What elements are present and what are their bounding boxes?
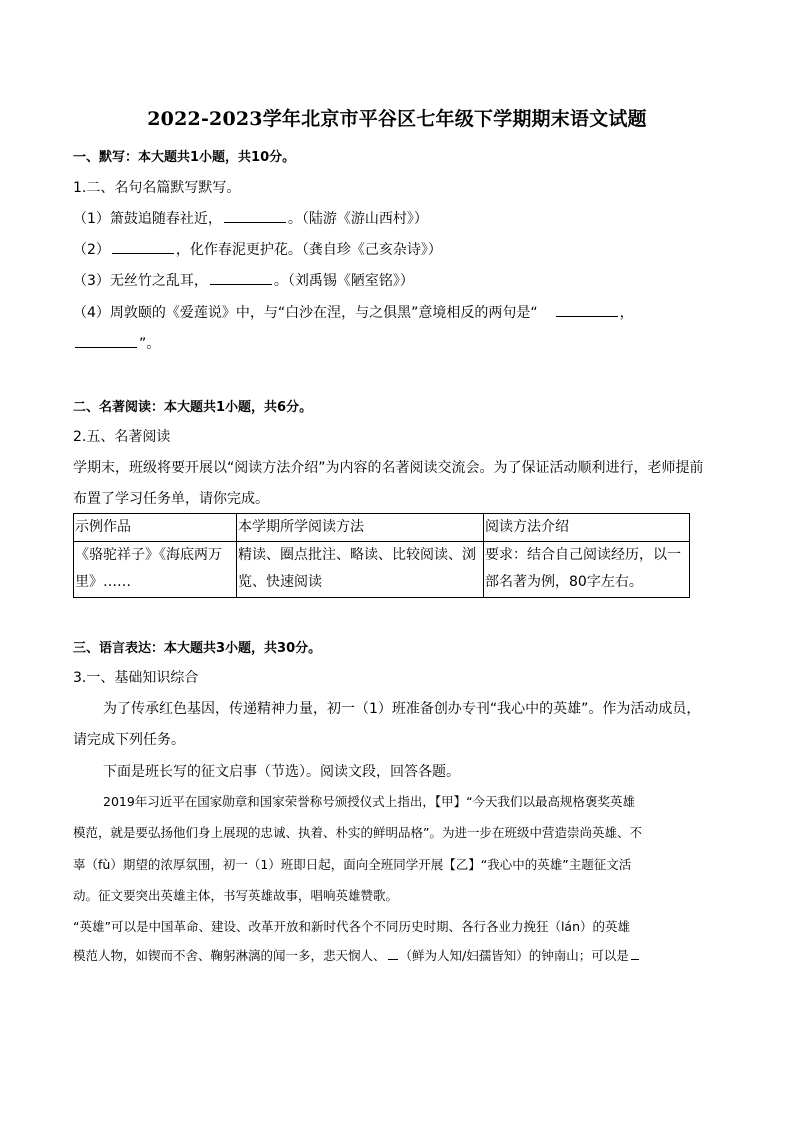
item-1-prefix: （1）箫鼓追随春社近， — [73, 211, 222, 227]
table-header-row — [74, 514, 690, 542]
answer-blank — [224, 221, 286, 223]
task-table — [73, 513, 690, 598]
question-3-para-1b: 请完成下列任务。 — [73, 732, 185, 748]
notice-line-5: “英雄”可以是中国革命、建设、改革开放和新时代各个不同历史时期、各行各业力挽狂（lán）的英雄 — [73, 919, 631, 934]
item-4-end: ”。 — [139, 336, 161, 352]
question-1-item-2 — [73, 239, 442, 259]
item-4-prefix: （4）周敦颐的《爱莲说》中，与“白沙在涅，与之俱黑”意境相反的两句是“ — [73, 305, 538, 321]
answer-blank — [75, 346, 137, 348]
table-cell-methods: 精读、圈点批注、略读、比较阅读、浏览、快速阅读 — [237, 542, 484, 598]
table-header-cell: 本学期所学阅读方法 — [237, 514, 484, 542]
page-title: 2022-2023学年北京市平谷区七年级下学期期末语文试题 — [147, 108, 647, 130]
answer-blank — [631, 958, 639, 960]
notice-line-3: 辜（fù）期望的浓厚氛围，初一（1）班即日起，面向全班同学开展【乙】“我心中的英雄”主题征文活 — [73, 857, 632, 872]
table-header-cell: 示例作品 — [74, 514, 237, 542]
notice-line-6 — [73, 946, 641, 964]
question-2-title: 2.五、名著阅读 — [73, 429, 171, 445]
item-4-comma: ， — [619, 305, 634, 321]
section-1-header: 一、默写：本大题共1小题，共10分。 — [73, 150, 296, 165]
section-2-header: 二、名著阅读：本大题共1小题，共6分。 — [73, 400, 313, 415]
item-2-suffix: ，化作春泥更护花。（龚自珍《己亥杂诗》） — [175, 242, 442, 258]
notice-line-2: 模范，就是要弘扬他们身上展现的忠诚、执着、朴实的鲜明品格”。为进一步在班级中营造崇尚英雄、不 — [73, 825, 642, 840]
question-3-para-1a: 为了传承红色基因，传递精神力量，初一（1）班准备创办专刊“我心中的英雄”。作为活动成员， — [103, 701, 701, 717]
question-1-item-4-cont — [73, 333, 160, 353]
question-1-item-3 — [73, 270, 414, 290]
notice-line-1: 2019年习近平在国家勋章和国家荣誉称号颁授仪式上指出，【甲】“今天我们以最高规格褒奖英雄 — [103, 794, 636, 809]
question-1-item-4 — [73, 302, 634, 322]
question-3-title: 3.一、基础知识综合 — [73, 670, 199, 686]
item-1-suffix: 。（陆游《游山西村》） — [287, 211, 428, 227]
answer-blank — [112, 252, 174, 254]
table-cell-works: 《骆驼祥子》《海底两万里》…… — [74, 542, 237, 598]
table-cell-intro: 要求：结合自己阅读经历，以一部名著为例，80字左右。 — [484, 542, 690, 598]
notice-line-4: 动。征文要突出英雄主体，书写英雄故事，唱响英雄赞歌。 — [73, 888, 399, 903]
table-row — [74, 542, 690, 598]
answer-blank — [388, 958, 398, 960]
question-2-intro-1: 学期末，班级将要开展以“阅读方法介绍”为内容的名著阅读交流会。为了保证活动顺利进行，老师提前 — [73, 460, 704, 476]
item-3-prefix: （3）无丝竹之乱耳， — [73, 273, 208, 289]
answer-blank — [210, 283, 272, 285]
section-3-header: 三、语言表达：本大题共3小题，共30分。 — [73, 641, 322, 656]
question-1-item-1 — [73, 208, 428, 228]
notice-line-6-prefix: 模范人物，如锲而不舍、鞠躬淋漓的闻一多，悲天悯人、 — [73, 948, 386, 963]
question-1-title: 1.二、名句名篇默写默写。 — [73, 180, 241, 196]
answer-blank — [556, 315, 618, 317]
table-header-cell: 阅读方法介绍 — [484, 514, 690, 542]
question-2-intro-2: 布置了学习任务单，请你完成。 — [73, 491, 269, 507]
item-3-suffix: 。（刘禹锡《陋室铭》） — [273, 273, 414, 289]
notice-line-6-choice: （鲜为人知/妇孺皆知）的钟南山；可以是 — [399, 948, 629, 963]
item-2-prefix: （2） — [73, 242, 110, 258]
question-3-para-2: 下面是班长写的征文启事（节选）。阅读文段，回答各题。 — [103, 764, 460, 780]
